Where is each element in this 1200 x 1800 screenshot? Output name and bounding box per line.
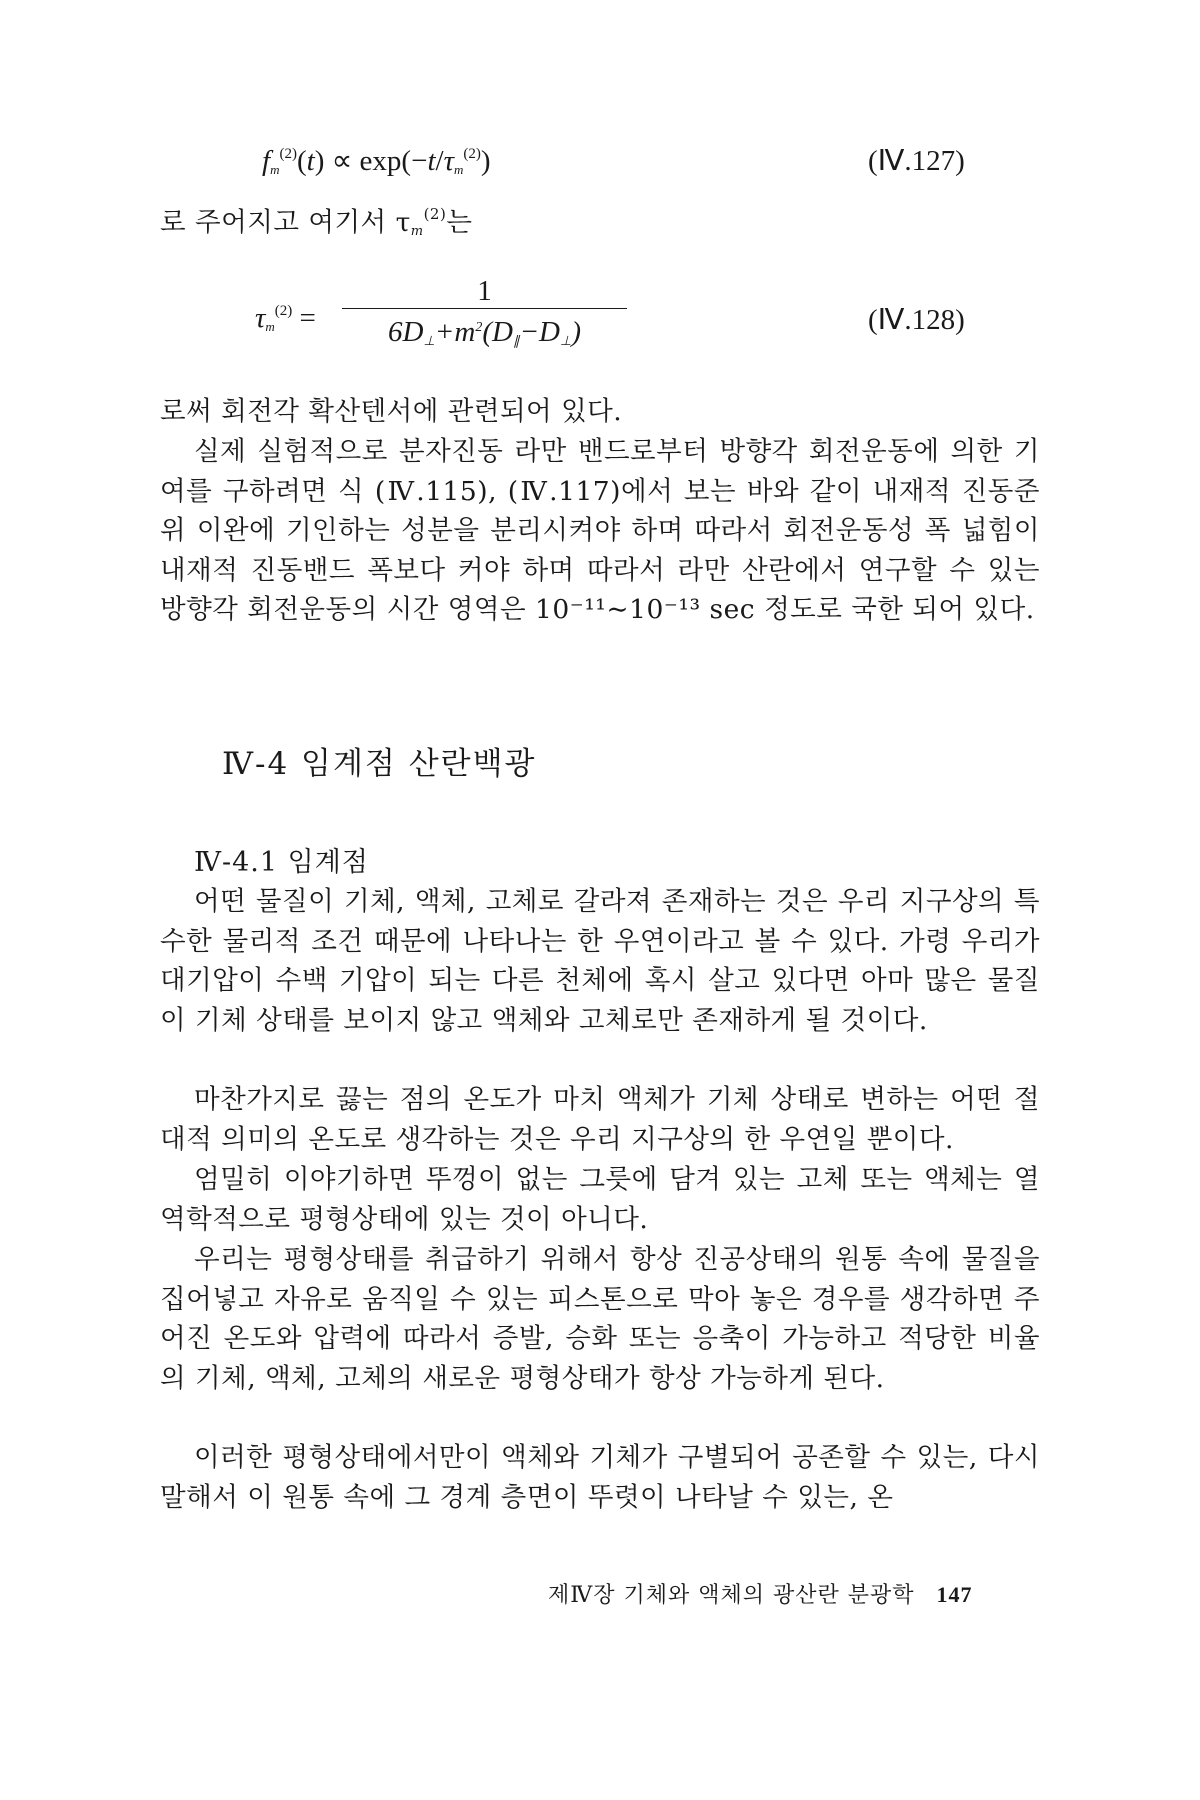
equation-127-number: (Ⅳ.127) <box>868 145 965 177</box>
equation-128-numerator: 1 <box>477 275 492 307</box>
paragraph-boiling: 마찬가지로 끓는 점의 온도가 마치 액체가 기체 상태로 변하는 어떤 절대적 의미의 온도로 생각하는 것은 우리 지구상의 한 우연일 뿐이다. <box>160 1084 1040 1155</box>
paragraph-intro: 로 주어지고 여기서 $\tau_m^{(2)}$는 <box>160 205 473 239</box>
equation-128-lhs: $\tau_m^{(2)}$ = <box>255 302 316 334</box>
equation-128-fraction <box>342 274 627 348</box>
equation-128-denominator: $6D_\perp+m^2(D_\parallel-D_\perp)$ <box>388 316 581 348</box>
paragraph-raman: 실제 실험적으로 분자진동 라만 밴드로부터 방향각 회전운동에 의한 기여를 구하려면 식 (Ⅳ.115), (Ⅳ.117)에서 보는 바와 같이 내재적 진동준위 이완에 기인하는 성분을 분리시켜야 하며 따라서 회전운동성 폭 넓힘이 내재적 진동밴드 폭보다 커야 하며 따라서 라만 산란에서 연구할 수 있는 방향각 회전운동의 시간 영역은 10⁻¹¹∼10⁻¹³ sec 정도로 국한 되어 있다. <box>160 436 1041 625</box>
page-footer <box>548 1578 972 1609</box>
chapter-title: 제Ⅳ장 기체와 액체의 광산란 분광학 <box>548 1583 915 1608</box>
equation-127-expression: $f_m^{(2)}(t) \propto \exp(-t/\tau_m^{(2)})$ <box>262 145 491 177</box>
equation-128-number: (Ⅳ.128) <box>868 304 965 336</box>
paragraph-equilibrium: 우리는 평형상태를 취급하기 위해서 항상 진공상태의 원통 속에 물질을 집어넣고 자유로 움직일 수 있는 피스톤으로 막아 놓은 경우를 생각하면 주어진 온도와 압력에 따라서 증발, 승화 또는 응축이 가능하고 적당한 비율의 기체, 액체, 고체의 새로운 평형상태가 항상 가능하게 된다. <box>160 1244 1040 1394</box>
paragraph-intro-tail: 는 <box>446 207 473 238</box>
paragraph-phases: 어떤 물질이 기체, 액체, 고체로 갈라져 존재하는 것은 우리 지구상의 특수한 물리적 조건 때문에 나타나는 한 우연이라고 볼 수 있다. 가령 우리가 대기압이 수백 기압이 되는 다른 천체에 혹시 살고 있다면 아마 많은 물질이 기체 상태를 보이지 않고 액체와 고체로만 존재하게 될 것이다. <box>160 886 1040 1036</box>
section-heading: Ⅳ-4 임계점 산란백광 <box>222 746 537 782</box>
paragraph-container: 엄밀히 이야기하면 뚜껑이 없는 그릇에 담겨 있는 고체 또는 액체는 열역학적으로 평형상태에 있는 것이 아니다. <box>160 1164 1040 1235</box>
paragraph-diffusion: 로써 회전각 확산텐서에 관련되어 있다. <box>160 396 623 427</box>
paragraph-intro-text: 로 주어지고 여기서 τ <box>160 207 411 238</box>
page-number: 147 <box>936 1582 973 1607</box>
subsection-heading: Ⅳ-4.1 임계점 <box>194 847 369 878</box>
paragraph-coexistence: 이러한 평형상태에서만이 액체와 기체가 구별되어 공존할 수 있는, 다시 말해서 이 원통 속에 그 경계 층면이 뚜렷이 나타날 수 있는, 온 <box>160 1442 1040 1513</box>
